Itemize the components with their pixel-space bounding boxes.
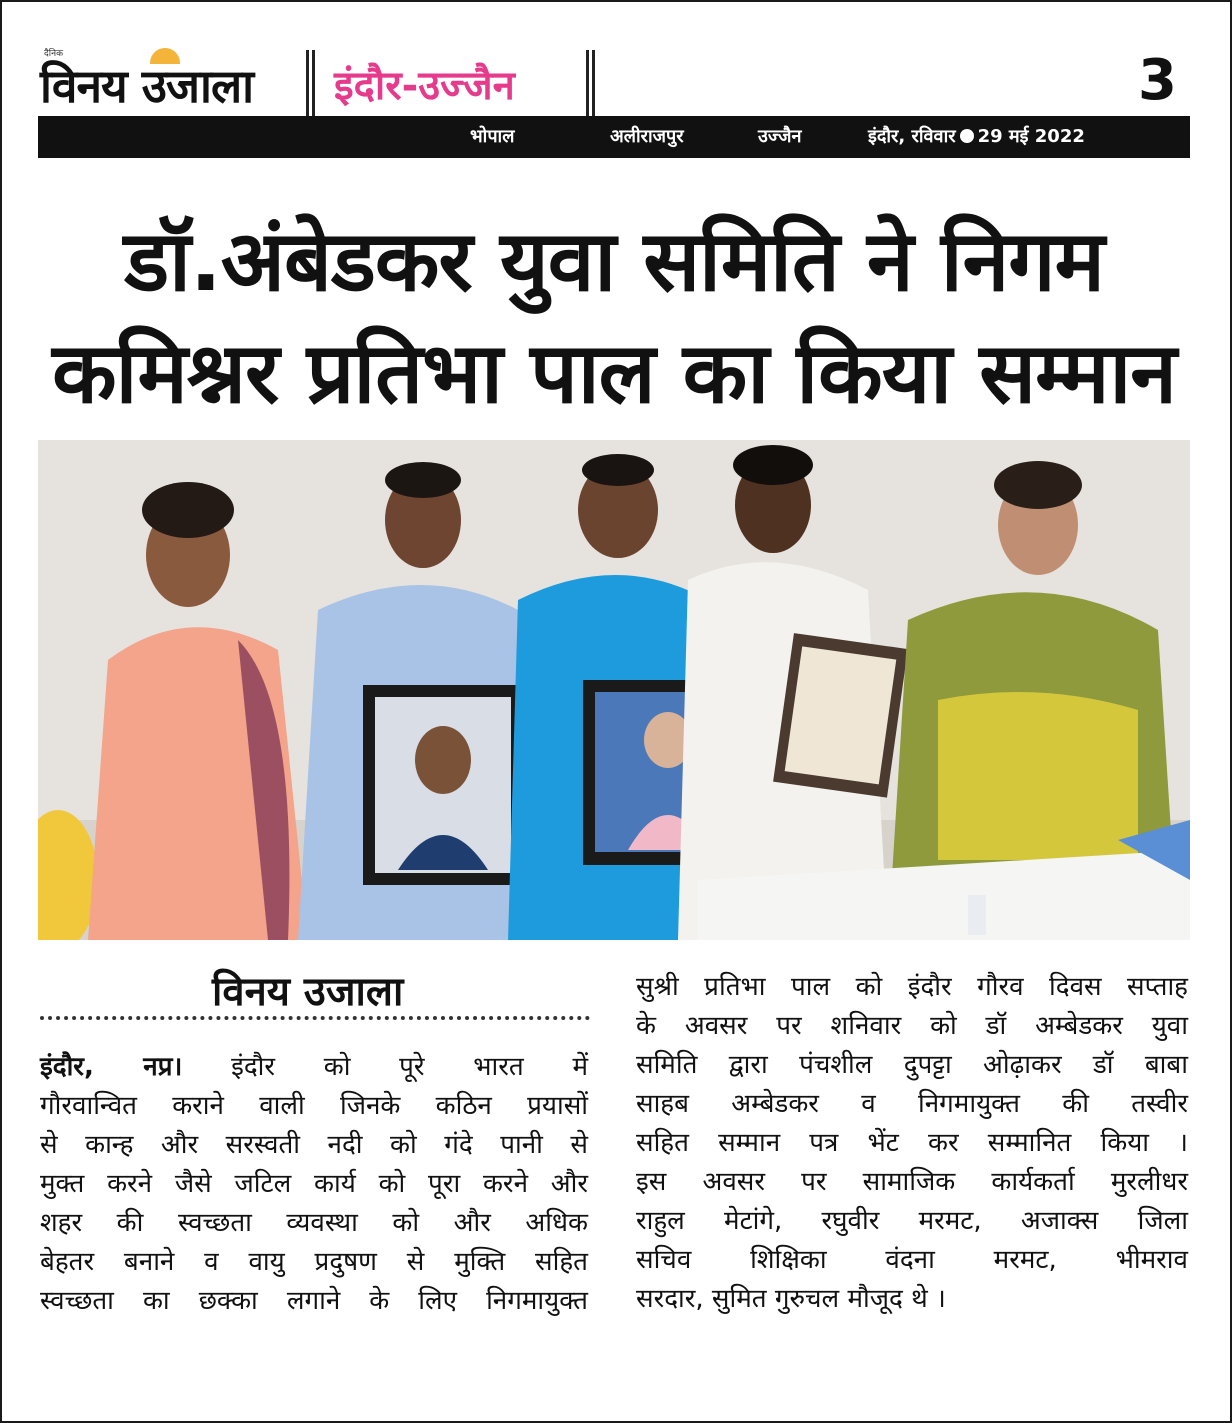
byline-divider — [40, 1016, 590, 1020]
edition-name: इंदौर-उज्जैन — [334, 63, 515, 109]
byline: विनय उजाला — [212, 969, 404, 1015]
dateline — [868, 124, 1085, 148]
dateline-prefix: इंदौर, रविवार — [868, 126, 956, 147]
dateline-lead: इंदौर, नप्र। — [40, 1052, 183, 1082]
city-label-bhopal: भोपाल — [470, 126, 515, 147]
article-line: बेहतर बनाने व वायु प्रदुषण से मुक्ति सहित — [40, 1247, 588, 1277]
masthead — [38, 40, 1190, 158]
headline — [38, 205, 1190, 429]
city-label-alirajpur: अलीराजपुर — [610, 126, 684, 147]
edition-bar — [38, 116, 1190, 158]
article-line: राहुल मेटांगे, रघुवीर मरमट, अजाक्स जिला — [636, 1206, 1188, 1236]
masthead-separator — [586, 50, 596, 116]
news-photo — [38, 440, 1190, 940]
masthead-separator — [306, 50, 316, 116]
article-line-text: इंदौर को पूरे भारत में — [231, 1052, 588, 1082]
headline-line-1: डॉ.अंबेडकर युवा समिति ने निगम — [124, 212, 1104, 310]
article-column-left — [40, 1048, 588, 1321]
photo-illustration — [38, 440, 1190, 940]
article-column-right — [636, 968, 1188, 1319]
bullet-icon — [960, 129, 974, 143]
article-line: गौरवान्वित कराने वाली जिनके कठिन प्रयासों — [40, 1091, 588, 1121]
article-line — [40, 1048, 588, 1087]
article-line: सरदार, सुमित गुरुचल मौजूद थे । — [636, 1284, 946, 1314]
article-line: साहब अम्बेडकर व निगमायुक्त की तस्वीर — [636, 1089, 1188, 1119]
brand-tagline: दैनिक — [44, 49, 64, 59]
article-line: शहर की स्वच्छता व्यवस्था को और अधिक — [40, 1208, 588, 1238]
headline-line-2: कमिश्नर प्रतिभा पाल का किया सम्मान — [52, 324, 1176, 422]
article-line: मुक्त करने जैसे जटिल कार्य को पूरा करने और — [40, 1169, 588, 1199]
article-line: के अवसर पर शनिवार को डॉ अम्बेडकर युवा — [636, 1011, 1188, 1041]
article-line: स्वच्छता का छक्का लगाने के लिए निगमायुक्त — [40, 1286, 588, 1316]
issue-date: 29 मई 2022 — [977, 126, 1085, 147]
article-line: समिति द्वारा पंचशील दुपट्टा ओढ़ाकर डॉ बाबा — [636, 1050, 1188, 1080]
article-line: सहित सम्मान पत्र भेंट कर सम्मानित किया । — [636, 1128, 1188, 1158]
city-label-ujjain: उज्जैन — [758, 126, 802, 147]
article-line: से कान्ह और सरस्वती नदी को गंदे पानी से — [40, 1130, 588, 1160]
article-line: सुश्री प्रतिभा पाल को इंदौर गौरव दिवस सप्ताह — [636, 972, 1188, 1002]
article-line: सचिव शिक्षिका वंदना मरमट, भीमराव — [636, 1245, 1188, 1275]
article-line: इस अवसर पर सामाजिक कार्यकर्ता मुरलीधर — [636, 1167, 1188, 1197]
brand-logo: विनय उजाला — [40, 59, 254, 113]
page-number: 3 — [1138, 48, 1177, 113]
